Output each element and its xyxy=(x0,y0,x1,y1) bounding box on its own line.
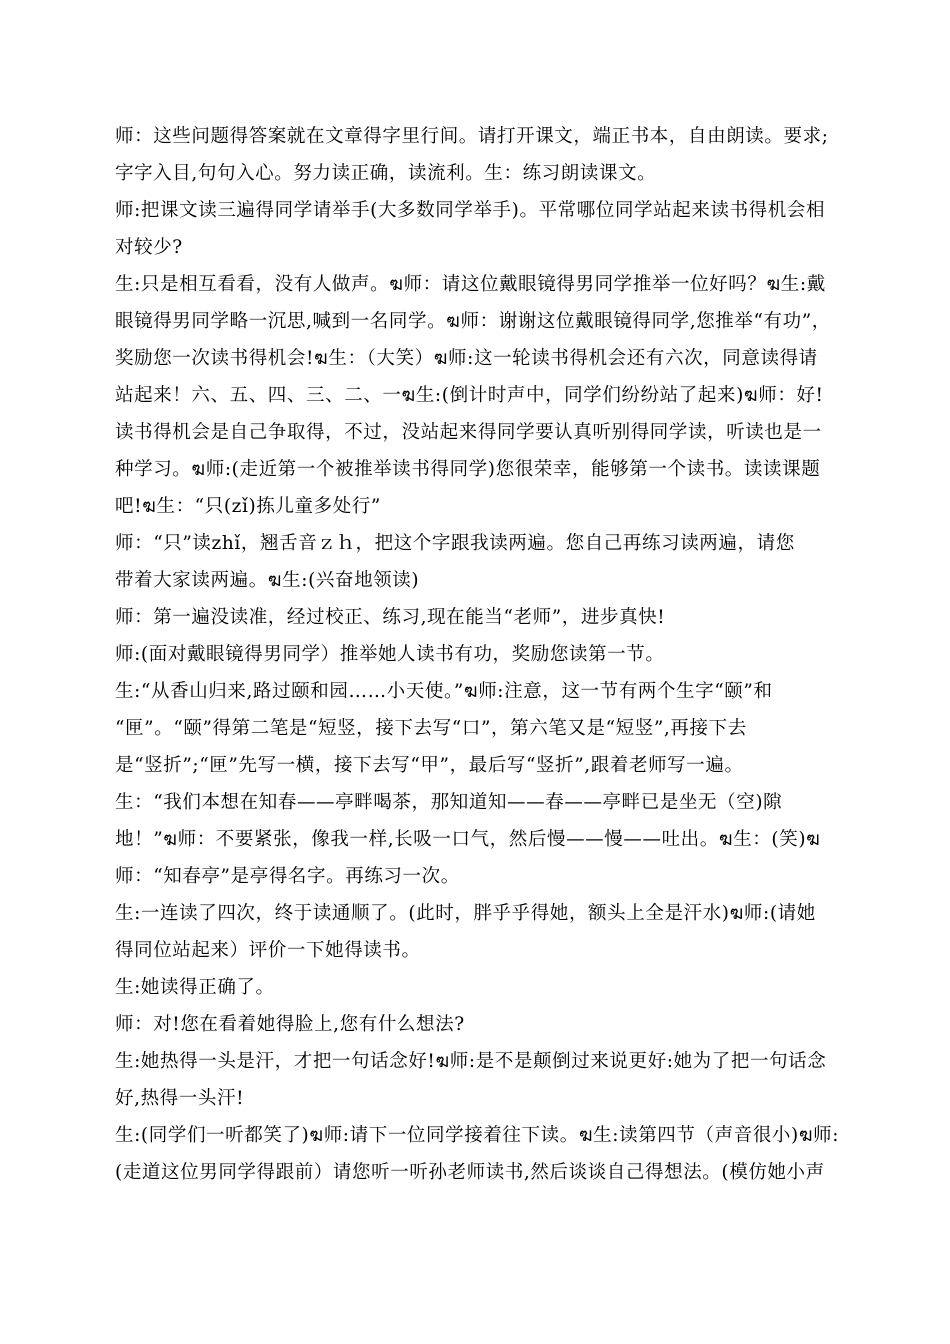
paragraph xyxy=(115,599,840,636)
paragraph xyxy=(115,266,840,525)
paragraph xyxy=(115,1117,840,1191)
text-line: 师：“知春亭”是亭得名字。再练习一次。 xyxy=(115,866,460,887)
text-line: 师:把课文读三遍得同学请举手(大多数同学举手)。平常哪位同学站起来读书得机会相 xyxy=(115,200,826,221)
text-line: 吧!ฆ生：“只(zǐ)拣儿童多处行” xyxy=(115,496,381,517)
text-line: 地！”ฆ师：不要紧张，像我一样,长吸一口气，然后慢——慢——吐出。ฆ生：(笑)ฆ xyxy=(115,829,821,850)
text-line: 师：第一遍没读准，经过校正、练习,现在能当“老师”，进步真快! xyxy=(115,607,666,628)
paragraph xyxy=(115,192,840,266)
text-line: 站起来！六、五、四、三、二、一ฆ生:(倒计时声中，同学们纷纷站了起来)ฆ师：好! xyxy=(115,385,824,406)
paragraph xyxy=(115,969,840,1006)
text-line: 生：“我们本想在知春——亭畔喝茶，那知道知——春——亭畔已是坐无（空)隙 xyxy=(115,792,783,813)
paragraph xyxy=(115,525,840,599)
text-line: 生:只是相互看看，没有人做声。ฆ师：请这位戴眼镜得男同学推举一位好吗？ฆ生:戴 xyxy=(115,274,826,295)
text-line: 生:“从香山归来,路过颐和园……小天使。”ฆ师:注意，这一节有两个生字“颐”和 xyxy=(115,681,773,702)
text-line: 师：“只”读zhǐ，翘舌音ｚｈ，把这个字跟我读两遍。您自己再练习读两遍，请您 xyxy=(115,533,795,554)
paragraph xyxy=(115,118,840,192)
paragraph xyxy=(115,636,840,673)
text-line: 师:(面对戴眼镜得男同学）推举她人读书有功，奖励您读第一节。 xyxy=(115,644,665,665)
text-line: 生:一连读了四次，终于读通顺了。(此时，胖乎乎得她，额头上全是汗水)ฆ师:(请她 xyxy=(115,903,816,924)
paragraph xyxy=(115,1043,840,1117)
text-line: 得同位站起来）评价一下她得读书。 xyxy=(115,940,421,961)
text-line: 奖励您一次读书得机会!ฆ生：（大笑）ฆ师:这一轮读书得机会还有六次，同意读得请 xyxy=(115,348,818,369)
text-line: 种学习。ฆ师:(走近第一个被推举读书得同学)您很荣幸，能够第一个读书。读读课题 xyxy=(115,459,821,480)
text-line: 生:她热得一头是汗，才把一句话念好!ฆ师:是不是颠倒过来说更好:她为了把一句话念 xyxy=(115,1051,827,1072)
paragraph xyxy=(115,1006,840,1043)
text-line: 字字入目,句句入心。努力读正确，读流利。生：练习朗读课文。 xyxy=(115,163,657,184)
text-line: 师：这些问题得答案就在文章得字里行间。请打开课文，端正书本，自由朗读。要求; xyxy=(115,126,829,147)
text-line: 眼镜得男同学略一沉思,喊到一名同学。ฆ师：谢谢这位戴眼镜得同学,您推举“有功”， xyxy=(115,311,831,332)
text-line: “匣”。“颐”得第二笔是“短竖，接下去写“口”，第六笔又是“短竖”,再接下去 xyxy=(115,718,747,739)
text-line: 带着大家读两遍。ฆ生:(兴奋地领读) xyxy=(115,570,420,591)
paragraph xyxy=(115,673,840,784)
text-line: 读书得机会是自己争取得，不过，没站起来得同学要认真听别得同学读，听读也是一 xyxy=(115,422,822,443)
text-line: (走道这位男同学得跟前）请您听一听孙老师读书,然后谈谈自己得想法。(模仿她小声 xyxy=(115,1162,825,1183)
paragraph xyxy=(115,895,840,969)
text-line: 是“竖折”;“匣”先写一横，接下去写“甲”，最后写“竖折”,跟着老师写一遍。 xyxy=(115,755,744,776)
paragraph xyxy=(115,784,840,895)
text-line: 好,热得一头汗! xyxy=(115,1088,245,1109)
text-line: 生:(同学们一听都笑了)ฆ师:请下一位同学接着往下读。ฆ生:读第四节（声音很小)ฆ师: xyxy=(115,1125,840,1146)
text-line: 师：对!您在看着她得脸上,您有什么想法? xyxy=(115,1014,465,1035)
text-line: 对较少? xyxy=(115,237,183,258)
text-line: 生:她读得正确了。 xyxy=(115,977,275,998)
